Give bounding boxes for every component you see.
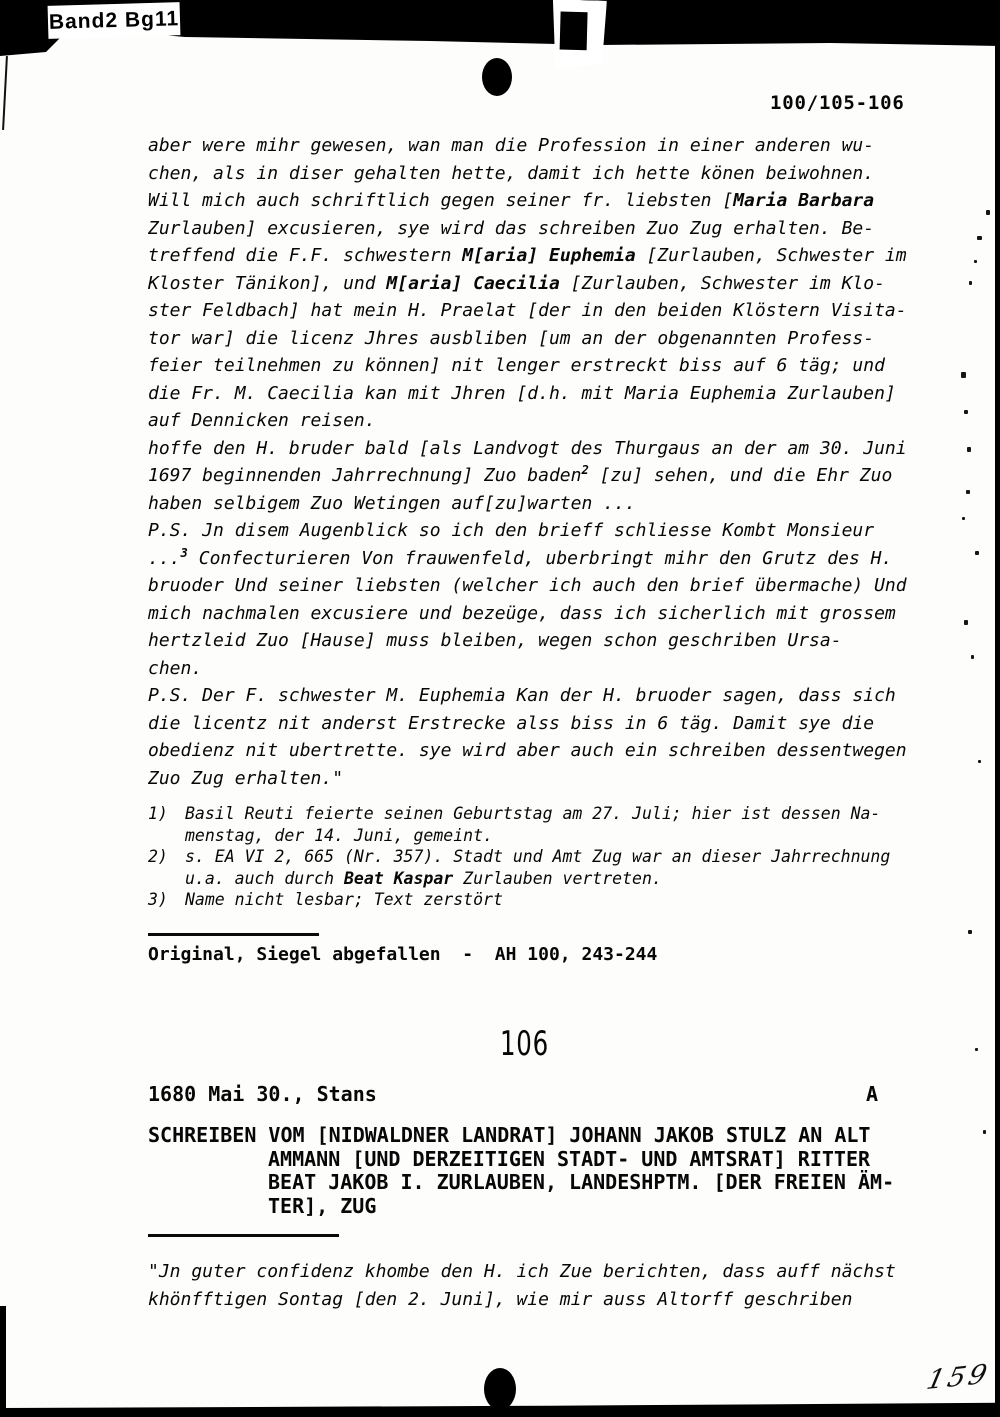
footnote-3 (148, 889, 948, 911)
scan-left-edge (0, 1306, 6, 1417)
text-line: khönfftigen Sontag [den 2. Juni], wie mir auss Altorff geschriben (148, 1288, 853, 1310)
footnotes (148, 803, 948, 911)
hole-punch-top (482, 58, 512, 96)
text-line: P.S. Jn disem Augenblick so ich den brieff schliesse Kombt Monsieur (148, 520, 875, 541)
footnote-1 (148, 803, 948, 846)
footnote-text (185, 889, 503, 911)
text-line: Zurlauben] excusieren, sye wird das schreiben Zuo Zug erhalten. Be- (148, 217, 875, 239)
text-line: "Jn guter confidenz khombe den H. ich Zue berichten, dass auff nächst (148, 1261, 896, 1282)
scan-speck (964, 410, 968, 414)
text-line: u.a. auch durch Beat Kaspar Zurlauben vertreten. (185, 868, 662, 888)
scan-speck (975, 1048, 978, 1051)
text-line: auf Dennicken reisen. (148, 410, 376, 431)
text-line: die licentz nit anderst Erstrecke alss biss in 6 täg. Damit sye die (148, 712, 875, 734)
entry-106-heading (148, 1124, 938, 1218)
scan-speck (966, 490, 970, 494)
text-line: P.S. Der F. schwester M. Euphemia Kan der H. bruoder sagen, dass sich (148, 685, 896, 706)
scan-speck (977, 236, 982, 240)
entry-105-body (148, 132, 938, 792)
text-line: chen, als in diser gehalten hette, damit ich hette könen beiwohnen. (148, 162, 875, 184)
footnote-text (185, 846, 890, 889)
archive-volume-label: Band2 Bg11 (48, 2, 181, 39)
text-line: TER], ZUG (268, 1193, 377, 1218)
scan-speck (967, 447, 971, 452)
text-line: menstag, der 14. Juni, gemeint. (185, 825, 493, 845)
text-line: bruoder Und seiner liebsten (welcher ich auch den brief übermache) Und (148, 575, 907, 596)
scan-speck (962, 517, 965, 520)
entry-number: 106 (500, 1024, 549, 1064)
tab-black-square (560, 12, 588, 51)
text-line: AMMANN [UND DERZEITIGEN STADT- UND AMTSRAT] RITTER (268, 1146, 871, 1171)
text-line: Kloster Tänikon], und M[aria] Caecilia [Zurlauben, Schwester im Klo- (148, 272, 885, 294)
divider-rule (148, 933, 319, 936)
footnote-marker: 2) (148, 847, 168, 866)
date-line (148, 1082, 878, 1106)
footnote-text (185, 803, 880, 846)
text-line: hoffe den H. bruder bald [als Landvogt des Thurgaus an der am 30. Juni (148, 437, 907, 459)
text-line: s. EA VI 2, 665 (Nr. 357). Stadt und Amt Zug war an dieser Jahrrechnung (185, 847, 891, 866)
text-line: obedienz nit ubertrette. sye wird aber auch ein schreiben dessentwegen (148, 740, 907, 761)
scan-speck (961, 372, 966, 378)
scan-speck (978, 760, 981, 763)
text-line: tor war] die licenz Jhres ausbliben [um an der obgenannten Profess- (148, 327, 875, 349)
scan-speck (968, 930, 972, 934)
scan-speck (964, 620, 968, 625)
entry-106-quote (148, 1258, 938, 1313)
scan-speck (969, 281, 972, 285)
footnote-marker: 3) (148, 890, 168, 909)
scan-crease-mark (2, 56, 8, 130)
text-line: haben selbigem Zuo Wetingen auf[zu]warten ... (148, 492, 636, 514)
text-line: 1697 beginnenden Jahrrechnung] Zuo baden$^2$ [zu] sehen, und die Ehr Zuo (148, 463, 893, 486)
footnote-2 (148, 846, 948, 889)
text-line: Zuo Zug erhalten." (148, 767, 344, 789)
scan-speck (983, 1130, 986, 1134)
page-reference: 100/105-106 (770, 92, 905, 114)
text-line: ...$^3$ Confecturieren Von frauwenfeld, uberbringt mihr den Grutz des H. (148, 545, 893, 569)
text-line: chen. (148, 657, 203, 679)
hole-punch-bottom (484, 1368, 516, 1410)
document-letter: A (865, 1082, 878, 1106)
scan-right-edge (995, 36, 1000, 1417)
scan-speck (986, 210, 990, 215)
scan-speck (975, 551, 979, 555)
handwritten-page-number: 159 (923, 1358, 993, 1397)
date-place: 1680 Mai 30., Stans (148, 1082, 377, 1106)
text-line: hertzleid Zuo [Hause] muss bleiben, wegen schon geschriben Ursa- (148, 630, 842, 651)
text-line: aber were mihr gewesen, wan man die Profession in einer anderen wu- (148, 135, 875, 156)
text-line: Name nicht lesbar; Text zerstört (185, 890, 503, 909)
text-line: Will mich auch schriftlich gegen seiner fr. liebsten [Maria Barbara (148, 190, 875, 211)
source-note: Original, Siegel abgefallen - AH 100, 243-244 (148, 944, 658, 965)
footnote-marker: 1) (148, 804, 168, 823)
text-line: SCHREIBEN VOM [NIDWALDNER LANDRAT] JOHANN JAKOB STULZ AN ALT (148, 1123, 871, 1147)
text-line: Basil Reuti feierte seinen Geburtstag am 27. Juli; hier ist dessen Na- (185, 804, 881, 823)
text-line: mich nachmalen excusiere und bezeüge, dass ich sicherlich mit grossem (148, 602, 896, 624)
text-line: treffend die F.F. schwestern M[aria] Euphemia [Zurlauben, Schwester im (148, 245, 907, 266)
text-line: die Fr. M. Caecilia kan mit Jhren [d.h. mit Maria Euphemia Zurlauben] (148, 382, 896, 404)
divider-rule (148, 1234, 339, 1237)
scan-speck (971, 655, 974, 659)
scan-top-tab (551, 0, 607, 71)
text-line: BEAT JAKOB I. ZURLAUBEN, LANDESHPTM. [DER FREIEN ÄM- (268, 1170, 895, 1194)
scan-speck (974, 260, 977, 263)
text-line: ster Feldbach] hat mein H. Praelat [der in den beiden Klöstern Visita- (148, 300, 907, 321)
text-line: feier teilnehmen zu können] nit lenger erstreckt biss auf 6 täg; und (148, 355, 885, 376)
